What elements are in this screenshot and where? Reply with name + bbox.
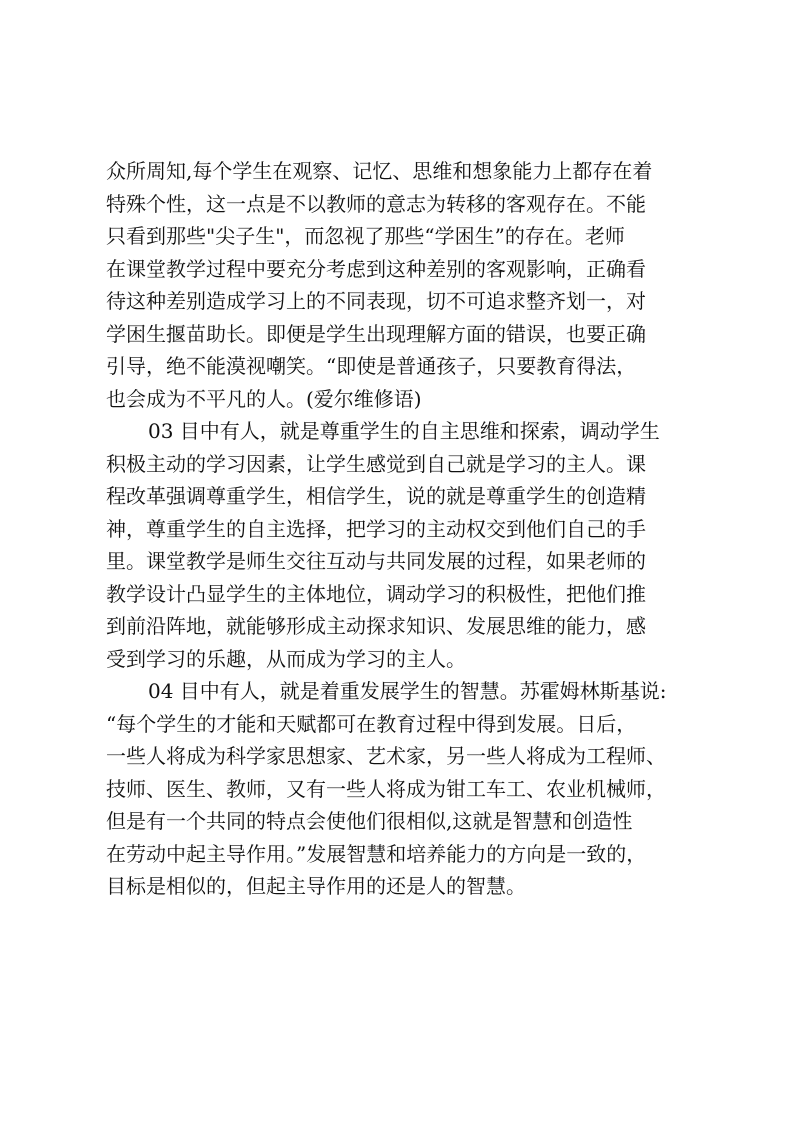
paragraph-2-line-3: 程改革强调尊重学生，相信学生，说的就是尊重学生的创造精 (106, 484, 646, 508)
paragraph-1-line-4: 在课堂教学过程中要充分考虑到这种差别的客观影响，正确看 (106, 256, 646, 281)
paragraph-3-line-4: 技师、医生、教师，又有一些人将成为钳工车工、农业机械师， (106, 776, 666, 801)
paragraph-2-line-8: 受到学习的乐趣，从而成为学习的主人。 (106, 646, 466, 671)
paragraph-2-line-2: 积极主动的学习因素，让学生感觉到自己就是学习的主人。课 (106, 451, 646, 476)
paragraph-1-line-8: 也会成为不平凡的人。(爱尔维修语) (106, 386, 422, 411)
paragraph-3-line-5: 但是有一个共同的特点会使他们很相似,这就是智慧和创造性 (106, 809, 633, 833)
paragraph-2-line-1: 03 目中有人，就是尊重学生的自主思维和探索，调动学生 (148, 419, 660, 443)
paragraph-2-line-6: 教学设计凸显学生的主体地位，调动学习的积极性，把他们推 (106, 581, 646, 606)
paragraph-3-line-1: 04 目中有人，就是着重发展学生的智慧。苏霍姆林斯基说: (148, 679, 667, 703)
paragraph-3-line-3: 一些人将成为科学家思想家、艺术家，另一些人将成为工程师、 (106, 744, 666, 768)
paragraph-1-line-6: 学困生揠苗助长。即便是学生出现理解方面的错误，也要正确 (106, 321, 646, 346)
paragraph-1-line-1: 众所周知,每个学生在观察、记忆、思维和想象能力上都存在着 (106, 159, 653, 183)
paragraph-3-line-6: 在劳动中起主导作用。”发展智慧和培养能力的方向是一致的， (106, 841, 647, 866)
paragraph-3-line-2: “每个学生的才能和天赋都可在教育过程中得到发展。日后， (106, 711, 637, 736)
paragraph-3-line-7: 目标是相似的，但起主导作用的还是人的智慧。 (106, 874, 526, 898)
paragraph-2-line-5: 里。课堂教学是师生交往互动与共同发展的过程，如果老师的 (106, 549, 646, 573)
paragraph-1-line-2: 特殊个性，这一点是不以教师的意志为转移的客观存在。不能 (106, 191, 646, 216)
paragraph-2-line-7: 到前沿阵地，就能够形成主动探求知识、发展思维的能力，感 (106, 614, 646, 638)
paragraph-1-line-5: 待这种差别造成学习上的不同表现，切不可追求整齐划一，对 (106, 289, 646, 313)
paragraph-1-line-7: 引导，绝不能漠视嘲笑。“即使是普通孩子，只要教育得法， (106, 354, 637, 378)
paragraph-2-line-4: 神，尊重学生的自主选择，把学习的主动权交到他们自己的手 (106, 516, 646, 541)
paragraph-1-line-3: 只看到那些"尖子生"，而忽视了那些“学困生”的存在。老师 (106, 224, 625, 248)
document-body (106, 155, 690, 903)
